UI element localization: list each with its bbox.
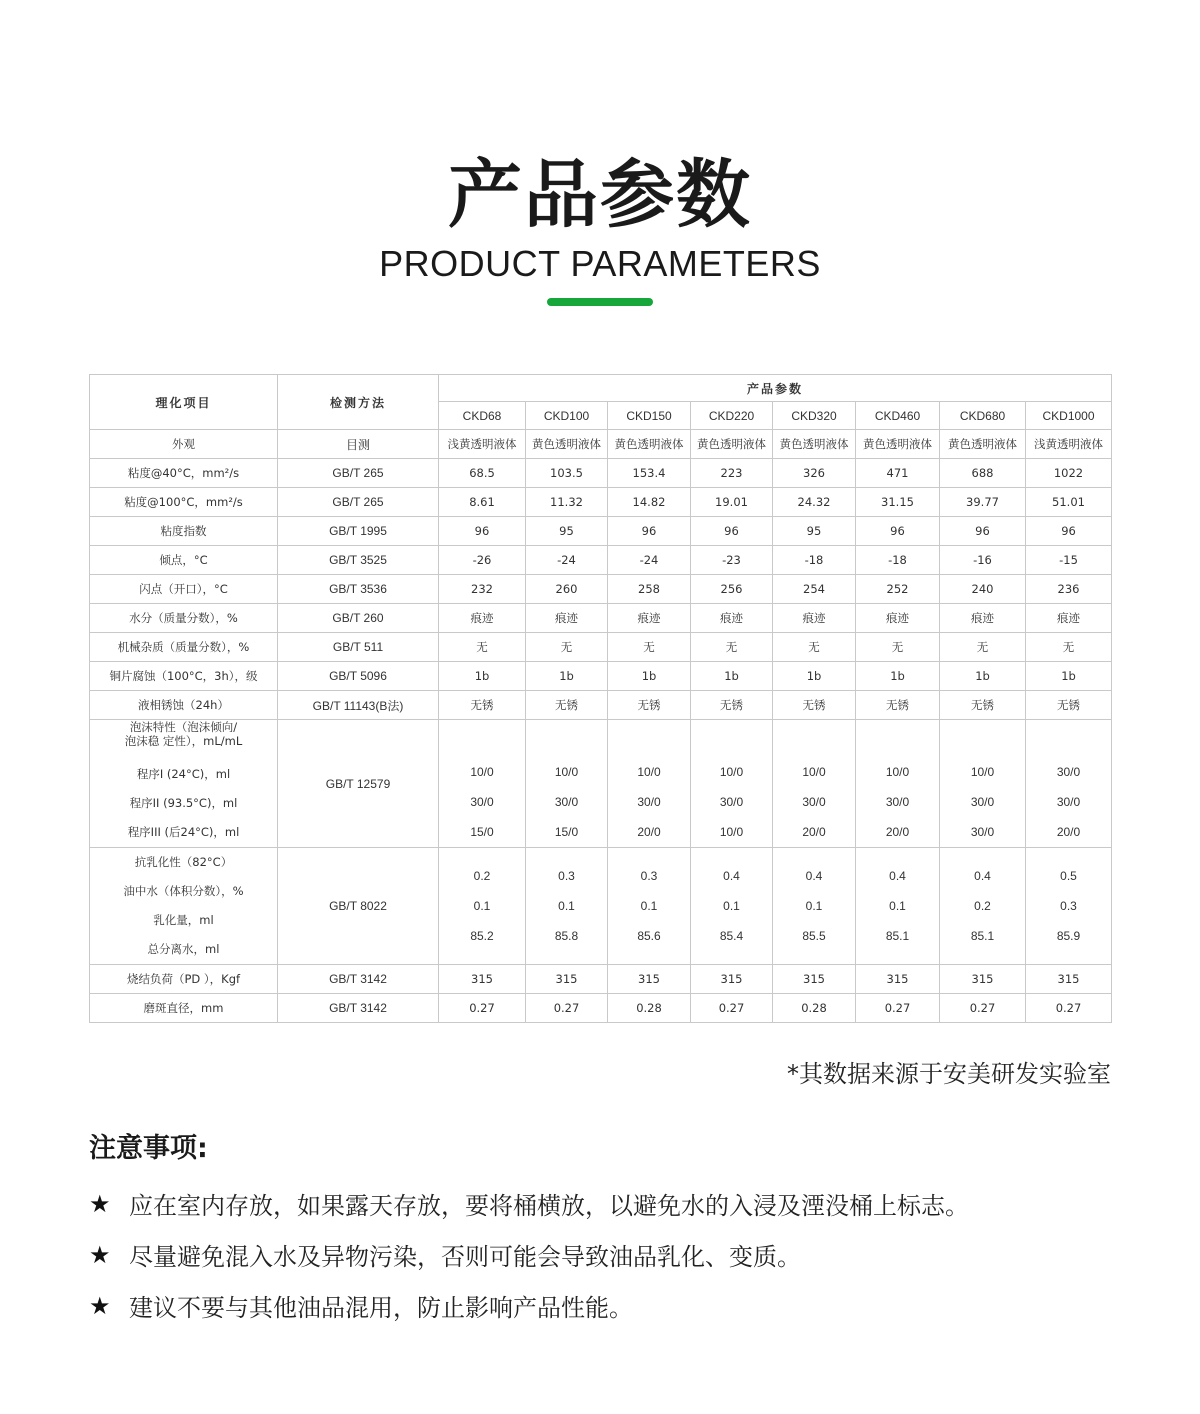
row-value: 1b [439, 662, 526, 691]
row-value: 315 [1026, 965, 1112, 994]
table-row [90, 994, 1112, 1023]
foam-value: 30/0 [1056, 764, 1081, 779]
row-value: 无 [773, 633, 856, 662]
emulsion-sub-name: 总分离水，ml [147, 942, 220, 956]
row-value: 39.77 [940, 488, 1026, 517]
row-name: 铜片腐蚀（100°C，3h），级 [90, 662, 278, 691]
foam-sub-name: 程序III (后24°C)，ml [127, 825, 240, 839]
model-header: CKD220 [691, 402, 773, 430]
row-value: 1b [856, 662, 940, 691]
row-method: GB/T 265 [278, 488, 439, 517]
emulsion-value-cell [439, 848, 526, 965]
row-value: 痕迹 [526, 604, 608, 633]
row-value: 19.01 [691, 488, 773, 517]
page-title: 产品参数 [448, 152, 752, 238]
row-name: 机械杂质（质量分数），% [90, 633, 278, 662]
title-accent-bar [547, 298, 653, 306]
foam-value: 30/0 [554, 794, 579, 809]
row-name: 液相锈蚀（24h） [90, 691, 278, 720]
foam-value: 30/0 [885, 794, 910, 809]
header-item: 理化项目 [90, 375, 278, 430]
foam-value-cell [1026, 720, 1112, 848]
row-value: -24 [526, 546, 608, 575]
row-value: 0.27 [940, 994, 1026, 1023]
emulsion-value: 0.1 [473, 899, 491, 913]
row-name: 粘度指数 [90, 517, 278, 546]
note-text: 尽量避免混入水及异物污染，否则可能会导致油品乳化、变质。 [129, 1243, 801, 1271]
foam-value: 30/0 [637, 794, 661, 809]
row-value: 0.27 [1026, 994, 1112, 1023]
row-value: 688 [940, 459, 1026, 488]
row-name: 水分（质量分数），% [90, 604, 278, 633]
row-value: 236 [1026, 575, 1112, 604]
emulsion-value: 0.2 [974, 899, 991, 913]
note-item [89, 1280, 969, 1331]
row-value: 黄色透明液体 [608, 430, 691, 459]
table-row [90, 633, 1112, 662]
emulsion-value-cell [940, 848, 1026, 965]
row-value: 无 [439, 633, 526, 662]
row-value: 96 [940, 517, 1026, 546]
foam-name-line: 泡沫特性（泡沫倾向/ [129, 720, 238, 734]
foam-value-cell [526, 720, 608, 848]
row-method: GB/T 265 [278, 459, 439, 488]
table-row [90, 517, 1112, 546]
note-item [89, 1178, 969, 1229]
foam-value-cell [608, 720, 691, 848]
emulsion-value: 0.3 [1060, 899, 1077, 913]
row-value: 痕迹 [940, 604, 1026, 633]
row-value: 11.32 [526, 488, 608, 517]
row-value: 315 [608, 965, 691, 994]
row-value: 黄色透明液体 [940, 430, 1026, 459]
row-method: GB/T 1995 [278, 517, 439, 546]
emulsion-value: 0.5 [1060, 869, 1077, 883]
row-value: 315 [691, 965, 773, 994]
row-value: 0.27 [856, 994, 940, 1023]
emulsion-value: 85.8 [554, 929, 579, 943]
model-header: CKD1000 [1026, 402, 1112, 430]
foam-value: 10/0 [470, 764, 494, 779]
row-value: 1b [940, 662, 1026, 691]
row-value: 14.82 [608, 488, 691, 517]
emulsion-method: GB/T 8022 [278, 848, 439, 965]
row-value: 无 [608, 633, 691, 662]
table-row-emulsion [90, 848, 1112, 965]
row-value: 无 [691, 633, 773, 662]
row-value: 96 [856, 517, 940, 546]
row-name: 外观 [90, 430, 278, 459]
foam-sub-name: 程序I (24°C)，ml [136, 767, 231, 781]
foam-value: 10/0 [885, 764, 910, 779]
foam-value: 10/0 [970, 764, 995, 779]
row-value: 1b [773, 662, 856, 691]
foam-value: 10/0 [802, 764, 826, 779]
emulsion-value: 85.1 [970, 929, 995, 943]
emulsion-value: 0.1 [640, 899, 658, 913]
row-value: -23 [691, 546, 773, 575]
foam-value: 15/0 [554, 824, 579, 839]
emulsion-value: 85.1 [885, 929, 910, 943]
emulsion-value: 0.1 [723, 899, 740, 913]
row-value: 254 [773, 575, 856, 604]
row-value: 8.61 [439, 488, 526, 517]
emulsion-sub-name: 油中水（体积分数），% [123, 884, 244, 898]
foam-value: 30/0 [802, 794, 826, 809]
model-header: CKD680 [940, 402, 1026, 430]
notes-title: 注意事项: [89, 1133, 208, 1164]
row-value: 96 [691, 517, 773, 546]
emulsion-value-cell [856, 848, 940, 965]
row-method: GB/T 5096 [278, 662, 439, 691]
table-row [90, 459, 1112, 488]
row-value: 315 [526, 965, 608, 994]
row-value: 96 [608, 517, 691, 546]
foam-value: 10/0 [719, 824, 744, 839]
emulsion-value: 0.1 [558, 899, 575, 913]
model-header: CKD68 [439, 402, 526, 430]
table-row [90, 546, 1112, 575]
row-value: 无 [1026, 633, 1112, 662]
row-method: GB/T 3142 [278, 965, 439, 994]
row-value: 痕迹 [691, 604, 773, 633]
foam-value: 10/0 [554, 764, 579, 779]
row-value: 无锈 [608, 691, 691, 720]
row-value: 31.15 [856, 488, 940, 517]
row-value: 103.5 [526, 459, 608, 488]
row-value: 浅黄透明液体 [439, 430, 526, 459]
table-row [90, 575, 1112, 604]
row-value: -15 [1026, 546, 1112, 575]
table-row [90, 662, 1112, 691]
foam-value-cell [856, 720, 940, 848]
foam-value: 30/0 [719, 794, 744, 809]
star-icon: ★ [89, 1291, 111, 1320]
emulsion-value: 85.2 [470, 929, 494, 943]
row-value: 24.32 [773, 488, 856, 517]
row-value: -18 [773, 546, 856, 575]
foam-value-cell [439, 720, 526, 848]
row-value: -24 [608, 546, 691, 575]
row-value: 315 [856, 965, 940, 994]
row-name: 闪点（开口），°C [90, 575, 278, 604]
row-value: 无 [940, 633, 1026, 662]
row-value: 无锈 [940, 691, 1026, 720]
row-value: 无 [856, 633, 940, 662]
model-header: CKD320 [773, 402, 856, 430]
model-header: CKD100 [526, 402, 608, 430]
row-value: 256 [691, 575, 773, 604]
star-icon: ★ [89, 1189, 111, 1218]
row-name: 粘度@100°C，mm²/s [90, 488, 278, 517]
foam-value: 20/0 [637, 824, 661, 839]
row-value: 315 [773, 965, 856, 994]
emulsion-sub-name: 抗乳化性（82°C） [134, 855, 233, 869]
row-value: 无 [526, 633, 608, 662]
foam-sub-name: 程序II (93.5°C)，ml [129, 796, 238, 810]
foam-name-lead [90, 720, 277, 748]
row-value: 1022 [1026, 459, 1112, 488]
emulsion-value-cell [691, 848, 773, 965]
row-name: 烧结负荷（PD ），Kgf [90, 965, 278, 994]
row-value: 1b [608, 662, 691, 691]
row-value: 0.27 [526, 994, 608, 1023]
row-value: 无锈 [691, 691, 773, 720]
row-method: GB/T 3536 [278, 575, 439, 604]
table-row [90, 430, 1112, 459]
emulsion-value: 0.2 [473, 869, 491, 883]
row-value: 1b [1026, 662, 1112, 691]
model-header: CKD150 [608, 402, 691, 430]
row-value: 326 [773, 459, 856, 488]
row-value: -16 [940, 546, 1026, 575]
emulsion-value: 85.9 [1056, 929, 1081, 943]
footnote: *其数据来源于安美研发实验室 [787, 1060, 1111, 1088]
row-value: 0.27 [691, 994, 773, 1023]
emulsion-value-cell [526, 848, 608, 965]
row-value: 痕迹 [608, 604, 691, 633]
row-value: 无锈 [856, 691, 940, 720]
row-value: 1b [526, 662, 608, 691]
row-value: 黄色透明液体 [856, 430, 940, 459]
row-value: 痕迹 [1026, 604, 1112, 633]
row-value: -18 [856, 546, 940, 575]
header-method: 检测方法 [278, 375, 439, 430]
row-value: 0.28 [773, 994, 856, 1023]
header-params: 产品参数 [439, 375, 1112, 402]
foam-method: GB/T 12579 [278, 720, 439, 848]
row-value: 471 [856, 459, 940, 488]
table-row [90, 691, 1112, 720]
row-name: 倾点，°C [90, 546, 278, 575]
emulsion-value: 0.3 [640, 869, 658, 883]
emulsion-value: 0.4 [889, 869, 906, 883]
foam-name-line: 泡沫稳 定性），mL/mL [124, 734, 243, 748]
star-icon: ★ [89, 1240, 111, 1269]
row-value: 痕迹 [773, 604, 856, 633]
row-value: 232 [439, 575, 526, 604]
row-value: 0.28 [608, 994, 691, 1023]
row-value: 51.01 [1026, 488, 1112, 517]
row-value: 240 [940, 575, 1026, 604]
row-value: 痕迹 [439, 604, 526, 633]
note-item [89, 1229, 969, 1280]
note-text: 应在室内存放，如果露天存放，要将桶横放，以避免水的入浸及湮没桶上标志。 [129, 1192, 969, 1220]
emulsion-value-cell [608, 848, 691, 965]
row-value: 无锈 [526, 691, 608, 720]
foam-value: 20/0 [885, 824, 910, 839]
emulsion-value: 85.4 [719, 929, 744, 943]
emulsion-value: 0.1 [889, 899, 906, 913]
emulsion-value: 0.4 [805, 869, 823, 883]
row-value: 258 [608, 575, 691, 604]
row-name: 粘度@40°C，mm²/s [90, 459, 278, 488]
row-value: 痕迹 [856, 604, 940, 633]
row-value: 无锈 [439, 691, 526, 720]
foam-value-cell [940, 720, 1026, 848]
note-text: 建议不要与其他油品混用，防止影响产品性能。 [129, 1294, 633, 1322]
model-header: CKD460 [856, 402, 940, 430]
row-value: 153.4 [608, 459, 691, 488]
row-value: 无锈 [773, 691, 856, 720]
foam-value: 20/0 [1056, 824, 1081, 839]
foam-names [90, 720, 277, 847]
emulsion-sub-name: 乳化量，ml [153, 913, 214, 927]
table-row [90, 604, 1112, 633]
row-value: 260 [526, 575, 608, 604]
row-name: 磨斑直径，mm [90, 994, 278, 1023]
foam-value: 30/0 [970, 824, 995, 839]
table-row [90, 965, 1112, 994]
foam-value: 30/0 [470, 794, 494, 809]
emulsion-value: 0.4 [723, 869, 740, 883]
row-value: 68.5 [439, 459, 526, 488]
row-value: -26 [439, 546, 526, 575]
foam-value: 30/0 [1056, 794, 1081, 809]
notes-list [89, 1178, 969, 1331]
row-method: GB/T 3142 [278, 994, 439, 1023]
foam-value: 30/0 [970, 794, 995, 809]
row-value: 95 [773, 517, 856, 546]
spec-table [89, 374, 1112, 1023]
row-method: GB/T 260 [278, 604, 439, 633]
foam-value: 20/0 [802, 824, 826, 839]
row-value: 0.27 [439, 994, 526, 1023]
row-value: 浅黄透明液体 [1026, 430, 1112, 459]
emulsion-value: 0.1 [805, 899, 823, 913]
emulsion-value: 0.3 [558, 869, 575, 883]
row-value: 95 [526, 517, 608, 546]
row-method: GB/T 511 [278, 633, 439, 662]
table-row-foam [90, 720, 1112, 848]
row-value: 1b [691, 662, 773, 691]
row-value: 黄色透明液体 [691, 430, 773, 459]
row-method: GB/T 11143(B法) [278, 691, 439, 720]
row-value: 315 [940, 965, 1026, 994]
table-row [90, 488, 1112, 517]
row-method: GB/T 3525 [278, 546, 439, 575]
row-value: 96 [1026, 517, 1112, 546]
emulsion-name-cell [90, 848, 278, 965]
emulsion-value-cell [1026, 848, 1112, 965]
row-value: 黄色透明液体 [773, 430, 856, 459]
row-value: 315 [439, 965, 526, 994]
foam-value: 10/0 [637, 764, 661, 779]
foam-value-cell [691, 720, 773, 848]
emulsion-value: 85.6 [637, 929, 661, 943]
row-value: 223 [691, 459, 773, 488]
foam-value: 15/0 [470, 824, 494, 839]
row-value: 96 [439, 517, 526, 546]
page-subtitle: PRODUCT PARAMETERS [379, 243, 821, 284]
emulsion-value: 0.4 [974, 869, 991, 883]
emulsion-value: 85.5 [802, 929, 826, 943]
row-value: 黄色透明液体 [526, 430, 608, 459]
foam-value-cell [773, 720, 856, 848]
foam-name-cell [90, 720, 278, 848]
row-value: 无锈 [1026, 691, 1112, 720]
foam-value: 10/0 [719, 764, 744, 779]
row-method: 目测 [278, 430, 439, 459]
row-value: 252 [856, 575, 940, 604]
emulsion-value-cell [773, 848, 856, 965]
